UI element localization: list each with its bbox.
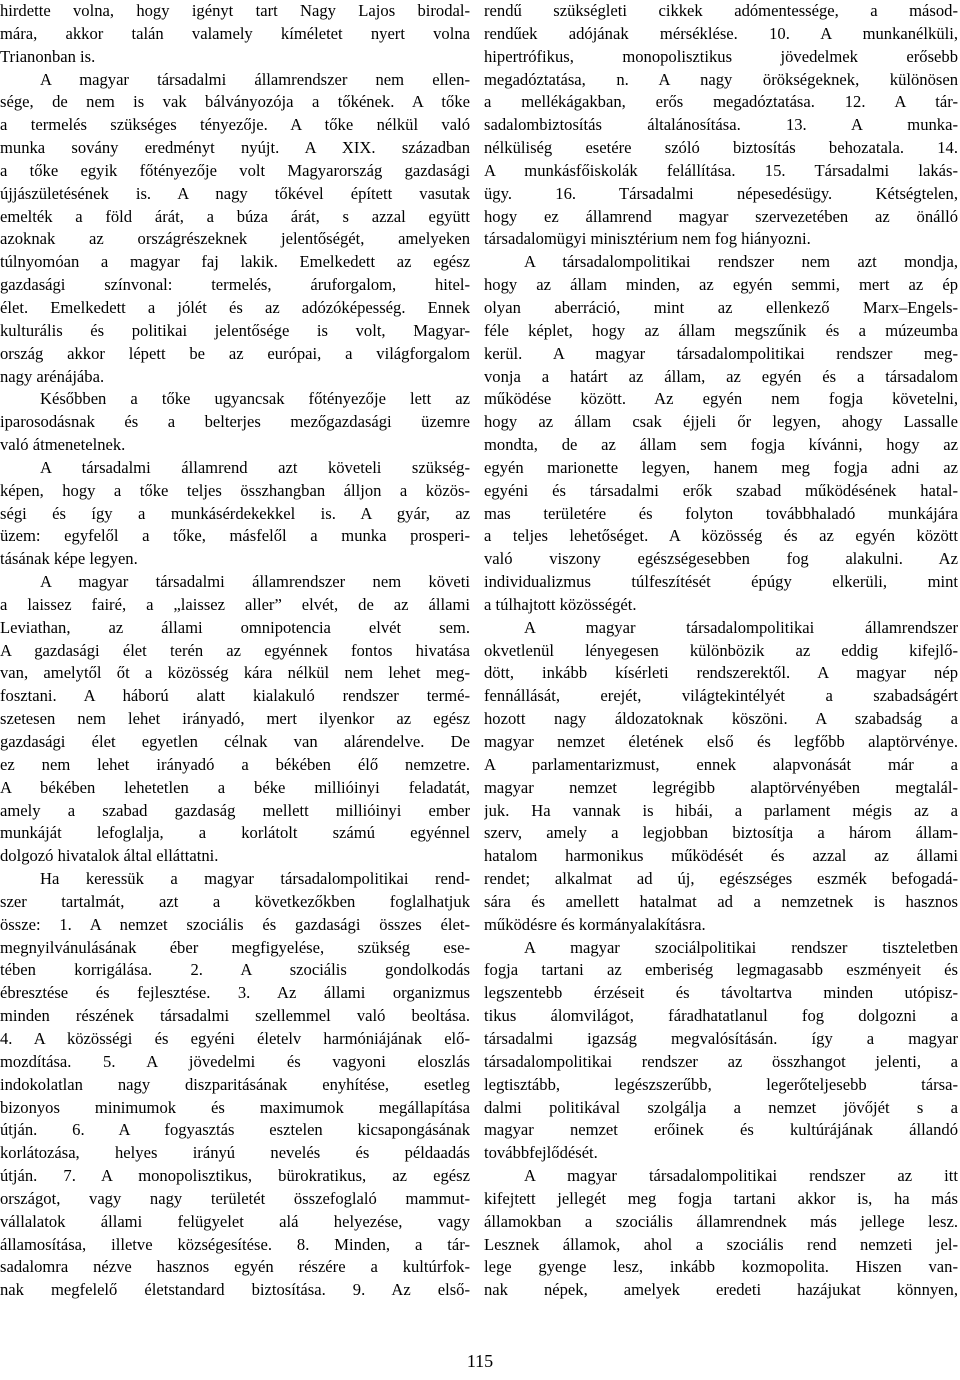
text-line: magyar nemzet életének első és legfőbb alaptörvénye. [484, 732, 958, 751]
text-line: továbbfejlődését. [484, 1143, 598, 1163]
text-line: minden részének társadalmi szellemmel való beoltása. [0, 1006, 470, 1026]
text-line: Trianonban is. [0, 46, 96, 66]
text-line: indokolatlan nagy diszparitásának enyhítése, esetleg [0, 1074, 470, 1094]
text-line: megnyilvánulásának éber megfigyelése, szükség ese- [0, 937, 470, 957]
text-line: rendűek adójának mérséklése. 10. A munkanélküli, [484, 23, 958, 43]
text-line: nak népek, amelyek eredeti hazájukat könnyen, [484, 1280, 958, 1300]
text-line: dalmi politikával szolgálja a nemzet jövőjét s a [484, 1097, 958, 1117]
text-line: magyar nemzet erőinek és kultúrájának állandó [484, 1120, 958, 1140]
right-text-column [484, 0, 958, 1302]
text-line: vállalatok állami felügyelet alá helyezése, vagy [0, 1211, 470, 1231]
text-line: ez nem lehet irányadó a békében élő nemzetre. [0, 754, 470, 774]
text-line: tásának képe legyen. [0, 549, 138, 569]
text-line: nagy arénájába. [0, 366, 105, 386]
text-line: a túlhajtott közösségét. [484, 594, 637, 614]
text-line: gazdasági színvonal: termelés, áruforgalom, hitel- [0, 275, 470, 295]
text-line: a teljes lehetőséget. A közösség és az egyén között [484, 526, 958, 546]
text-line: A parlamentarizmust, ennek alapvonását már a [484, 754, 958, 774]
text-line: ébresztése és fejlesztése. 3. Az állami organizmus [0, 983, 470, 1003]
text-line: A magyar társadalompolitikai rendszer az itt [524, 1166, 958, 1186]
text-line: A magyar társadalmi államrendszer nem ellen- [40, 69, 470, 89]
text-line: tikus álomvilágot, fáradhatatlanul fog dolgozni a [484, 1006, 958, 1026]
text-line: a tőke egyik főtényezője volt Magyarország gazdasági [0, 160, 470, 180]
text-line: mondta, de az állam sem fogja kívánni, hogy az [484, 435, 958, 455]
text-line: legtisztább, legészszerűbb, legerőteljesebb társa- [484, 1074, 958, 1094]
text-line: képen, hogy a tőke teljes összhangban álljon a közös- [0, 480, 470, 500]
text-line: társadalompolitikai rendszer az összhangot jelenti, a [484, 1051, 958, 1071]
text-line: dolgozó hivatalok által elláttatni. [0, 846, 219, 866]
text-line: magyar nemzet legrégibb alaptörvényében megtalál- [484, 777, 958, 797]
text-line: hogy ez államrend magyar szervezetében az önálló [484, 206, 958, 226]
text-line: Lesznek államok, ahol a szociális rend nemzeti jel- [484, 1234, 958, 1254]
text-line: okvetlenül lényegesen különbözik az eddig kifejlő- [484, 640, 958, 660]
text-line: a termelés szükséges tényezője. A tőke nélkül való [0, 115, 470, 135]
text-line: féle képlet, hogy az állam megszűnik és a múzeumba [484, 320, 958, 340]
text-line: fosztani. A háború alatt kialakuló rendszer termé- [0, 686, 470, 706]
text-line: hirdette volna, hogy igényt tart Nagy Lajos birodal- [0, 1, 470, 20]
text-line: dött, inkább kísérleti rendszerektől. A magyar nép [484, 663, 958, 683]
text-line: rendet; alkalmat ad új, egészséges eszmék befogadá- [484, 869, 958, 889]
text-line: rendű szükségleti cikkek adómentessége, a másod- [484, 1, 958, 20]
text-line: szerv, amely a legjobban biztosítja a három állam- [484, 823, 958, 843]
text-line: azoknak az országrészeknek jelentőségét, amelyeken [0, 229, 470, 249]
text-line: útján. 6. A fogyasztás esztelen kicsapongásának [0, 1120, 470, 1140]
text-line: bizonyos minimumok és maximumok megállapítása [0, 1097, 470, 1117]
text-line: társadalmi igazság megvalósításán. így a magyar [484, 1028, 958, 1048]
page-number: 115 [466, 1351, 494, 1371]
text-line: A magyar társadalompolitikai államrendszer [524, 617, 958, 637]
text-line: szer tartalmát, azt a következőkben foglalhatjuk [0, 891, 470, 911]
text-line: megadóztatása, n. A nagy örökségeknek, különösen [484, 69, 958, 89]
text-line: országot, vagy nagy területét összefoglaló mammut- [0, 1188, 470, 1208]
text-line: útján. 7. A monopolisztikus, bürokratikus, az egész [0, 1166, 470, 1186]
text-line: a mellékágakban, erős megadóztatása. 12. A tár- [484, 92, 958, 112]
text-line: munka sovány eredményt nyújt. A XIX. században [0, 138, 470, 158]
text-line: való viszony egészségesebben fog alakulni. Az [484, 549, 958, 569]
text-line: mas területére és folyton továbbhaladó munkájára [484, 503, 958, 523]
text-line: egyén marionette legyen, hanem meg fogja adni az [484, 457, 958, 477]
text-line: egyéni és társadalmi erők szabad működésének hatal- [484, 480, 958, 500]
text-line: sára és amellett hatalmat ad a nemzetnek is hasznos [484, 891, 958, 911]
text-line: Későbben a tőke ugyancsak főtényezője lett az [40, 389, 470, 409]
text-line: A munkásfőiskolák felállítása. 15. Társadalmi lakás- [484, 160, 958, 180]
text-line: individualizmus túlfeszítését épúgy elkerüli, mint [484, 572, 958, 592]
text-line: korlátozása, helyes irányú nevelés és példaadás [0, 1143, 470, 1163]
text-line: Leviathan, az állami omnipotencia elvét sem. [0, 617, 470, 637]
text-line: hozott nagy áldozatoknak köszöni. A szabadság a [484, 709, 958, 729]
text-line: ország akkor lépett be az európai, a világforgalom [0, 343, 470, 363]
text-line: nak megfelelő életstandard biztosítása. 9. Az első- [0, 1280, 470, 1300]
text-line: kerül. A magyar társadalompolitikai rendszer meg- [484, 343, 958, 363]
text-line: társadalomügyi minisztérium nem fog hiányozni. [484, 229, 811, 249]
text-line: Ha keressük a magyar társadalompolitikai rend- [40, 869, 470, 889]
text-line: A gazdasági élet terén az egyénnek fontos hivatása [0, 640, 470, 660]
text-line: kifejtett jellegét meg fogja tartani akkor is, ha más [484, 1188, 958, 1208]
text-line: emelték a föld árát, a búza árát, s azzal együtt [0, 206, 470, 226]
text-line: A magyar szociálpolitikai rendszer tiszteletben [524, 937, 958, 957]
text-line: A békében lehetetlen a béke millióinyi feladatát, [0, 777, 470, 797]
text-line: A társadalompolitikai rendszer nem azt mondja, [524, 252, 958, 272]
text-line: legszentebb érzéseit és távoltartva minden utópisz- [484, 983, 958, 1003]
text-line: mára, akkor talán valamely kíméletet nyert volna [0, 23, 470, 43]
text-line: nélküliség esetére szóló biztosítás behozatala. 14. [484, 138, 958, 158]
text-line: A magyar társadalmi államrendszer nem követi [40, 572, 470, 592]
text-line: államokban a szociális államrendnek más jellege lesz. [484, 1211, 958, 1231]
text-line: fogja tartani az emberiség legmagasabb eszményeit és [484, 960, 958, 980]
text-line: kulturális és politikai jelentősége is volt, Magyar- [0, 320, 470, 340]
text-line: való átmenetelnek. [0, 435, 126, 455]
text-line: 4. A közösségi és egyéni életelv harmóniájának elő- [0, 1028, 470, 1048]
text-line: sadalomra nézve hasznos egyén részére a kultúrfok- [0, 1257, 470, 1277]
text-line: iparosodásnak és a belterjes mezőgazdasági üzemre [0, 412, 470, 432]
text-line: gazdasági élet egyetlen célnak van alárendelve. De [0, 732, 470, 751]
text-line: a laissez fairé, a „laissez aller” elvét, de az állami [0, 594, 470, 614]
text-line: olyan aberráció, mint az ellenkező Marx–Engels- [484, 297, 958, 317]
text-line: ügy. 16. Társadalmi népesedésügy. Kétségtelen, [484, 183, 958, 203]
text-line: vonja a határt az állam, az egyén és a társadalom [484, 366, 958, 386]
text-line: sége, de nem is vak bálványozója a tőkének. A tőke [0, 92, 470, 112]
text-line: hipertrófikus, monopolisztikus jövedelmek erősebb [484, 46, 958, 66]
text-line: államosítása, illetve községesítése. 8. Minden, a tár- [0, 1234, 470, 1254]
text-line: munkáját lefoglalja, a korlátolt számú egyénnel [0, 823, 470, 843]
text-line: van, amelytől őt a közösség kára nélkül nem lehet meg- [0, 663, 470, 683]
left-text-column [0, 0, 470, 1302]
text-line: amely a szabad gazdaság mellett millióinyi ember [0, 800, 470, 820]
text-line: szetesen nem lehet irányadó, mert ilyenkor az egész [0, 709, 470, 729]
text-line: működése között. Az egyén nem fogja követelni, [484, 389, 958, 409]
text-line: fennállását, erejét, világtekintélyét a szabadságért [484, 686, 958, 706]
text-line: üzem: egyfelől a tőke, másfelől a munka prosperi- [0, 526, 470, 546]
text-line: ségi és így a munkásérdekekkel is. A gyár, az [0, 503, 470, 523]
text-line: A társadalmi államrend azt követeli szükség- [40, 457, 470, 477]
text-line: hogy az állam csak éjjeli őr legyen, ahogy Lassalle [484, 412, 958, 432]
text-line: működésre és kormányalakításra. [484, 914, 706, 934]
text-line: össze: 1. A nemzet szociális és gazdasági összes élet- [0, 914, 470, 934]
text-line: túlnyomóan a magyar faj lakik. Emelkedett az egész [0, 252, 470, 272]
text-line: juk. Ha vannak is hibái, a parlament mégis az a [484, 800, 958, 820]
text-line: újjászületésének is. A nagy tőkével épített vasutak [0, 183, 470, 203]
text-line: sadalombiztosítás általánosítása. 13. A munka- [484, 115, 958, 135]
text-line: mozdítása. 5. A jövedelmi és vagyoni eloszlás [0, 1051, 470, 1071]
text-line: lege gyenge lesz, inkább kozmopolita. Hiszen van- [484, 1257, 958, 1277]
text-line: élet. Emelkedett a jólét és az adózóképesség. Ennek [0, 297, 470, 317]
text-line: tében korrigálása. 2. A szociális gondolkodás [0, 960, 470, 980]
text-line: hatalom harmonikus működését és azzal az állami [484, 846, 958, 866]
text-line: hogy az állam minden, az egyén semmi, mert az ép [484, 275, 958, 295]
